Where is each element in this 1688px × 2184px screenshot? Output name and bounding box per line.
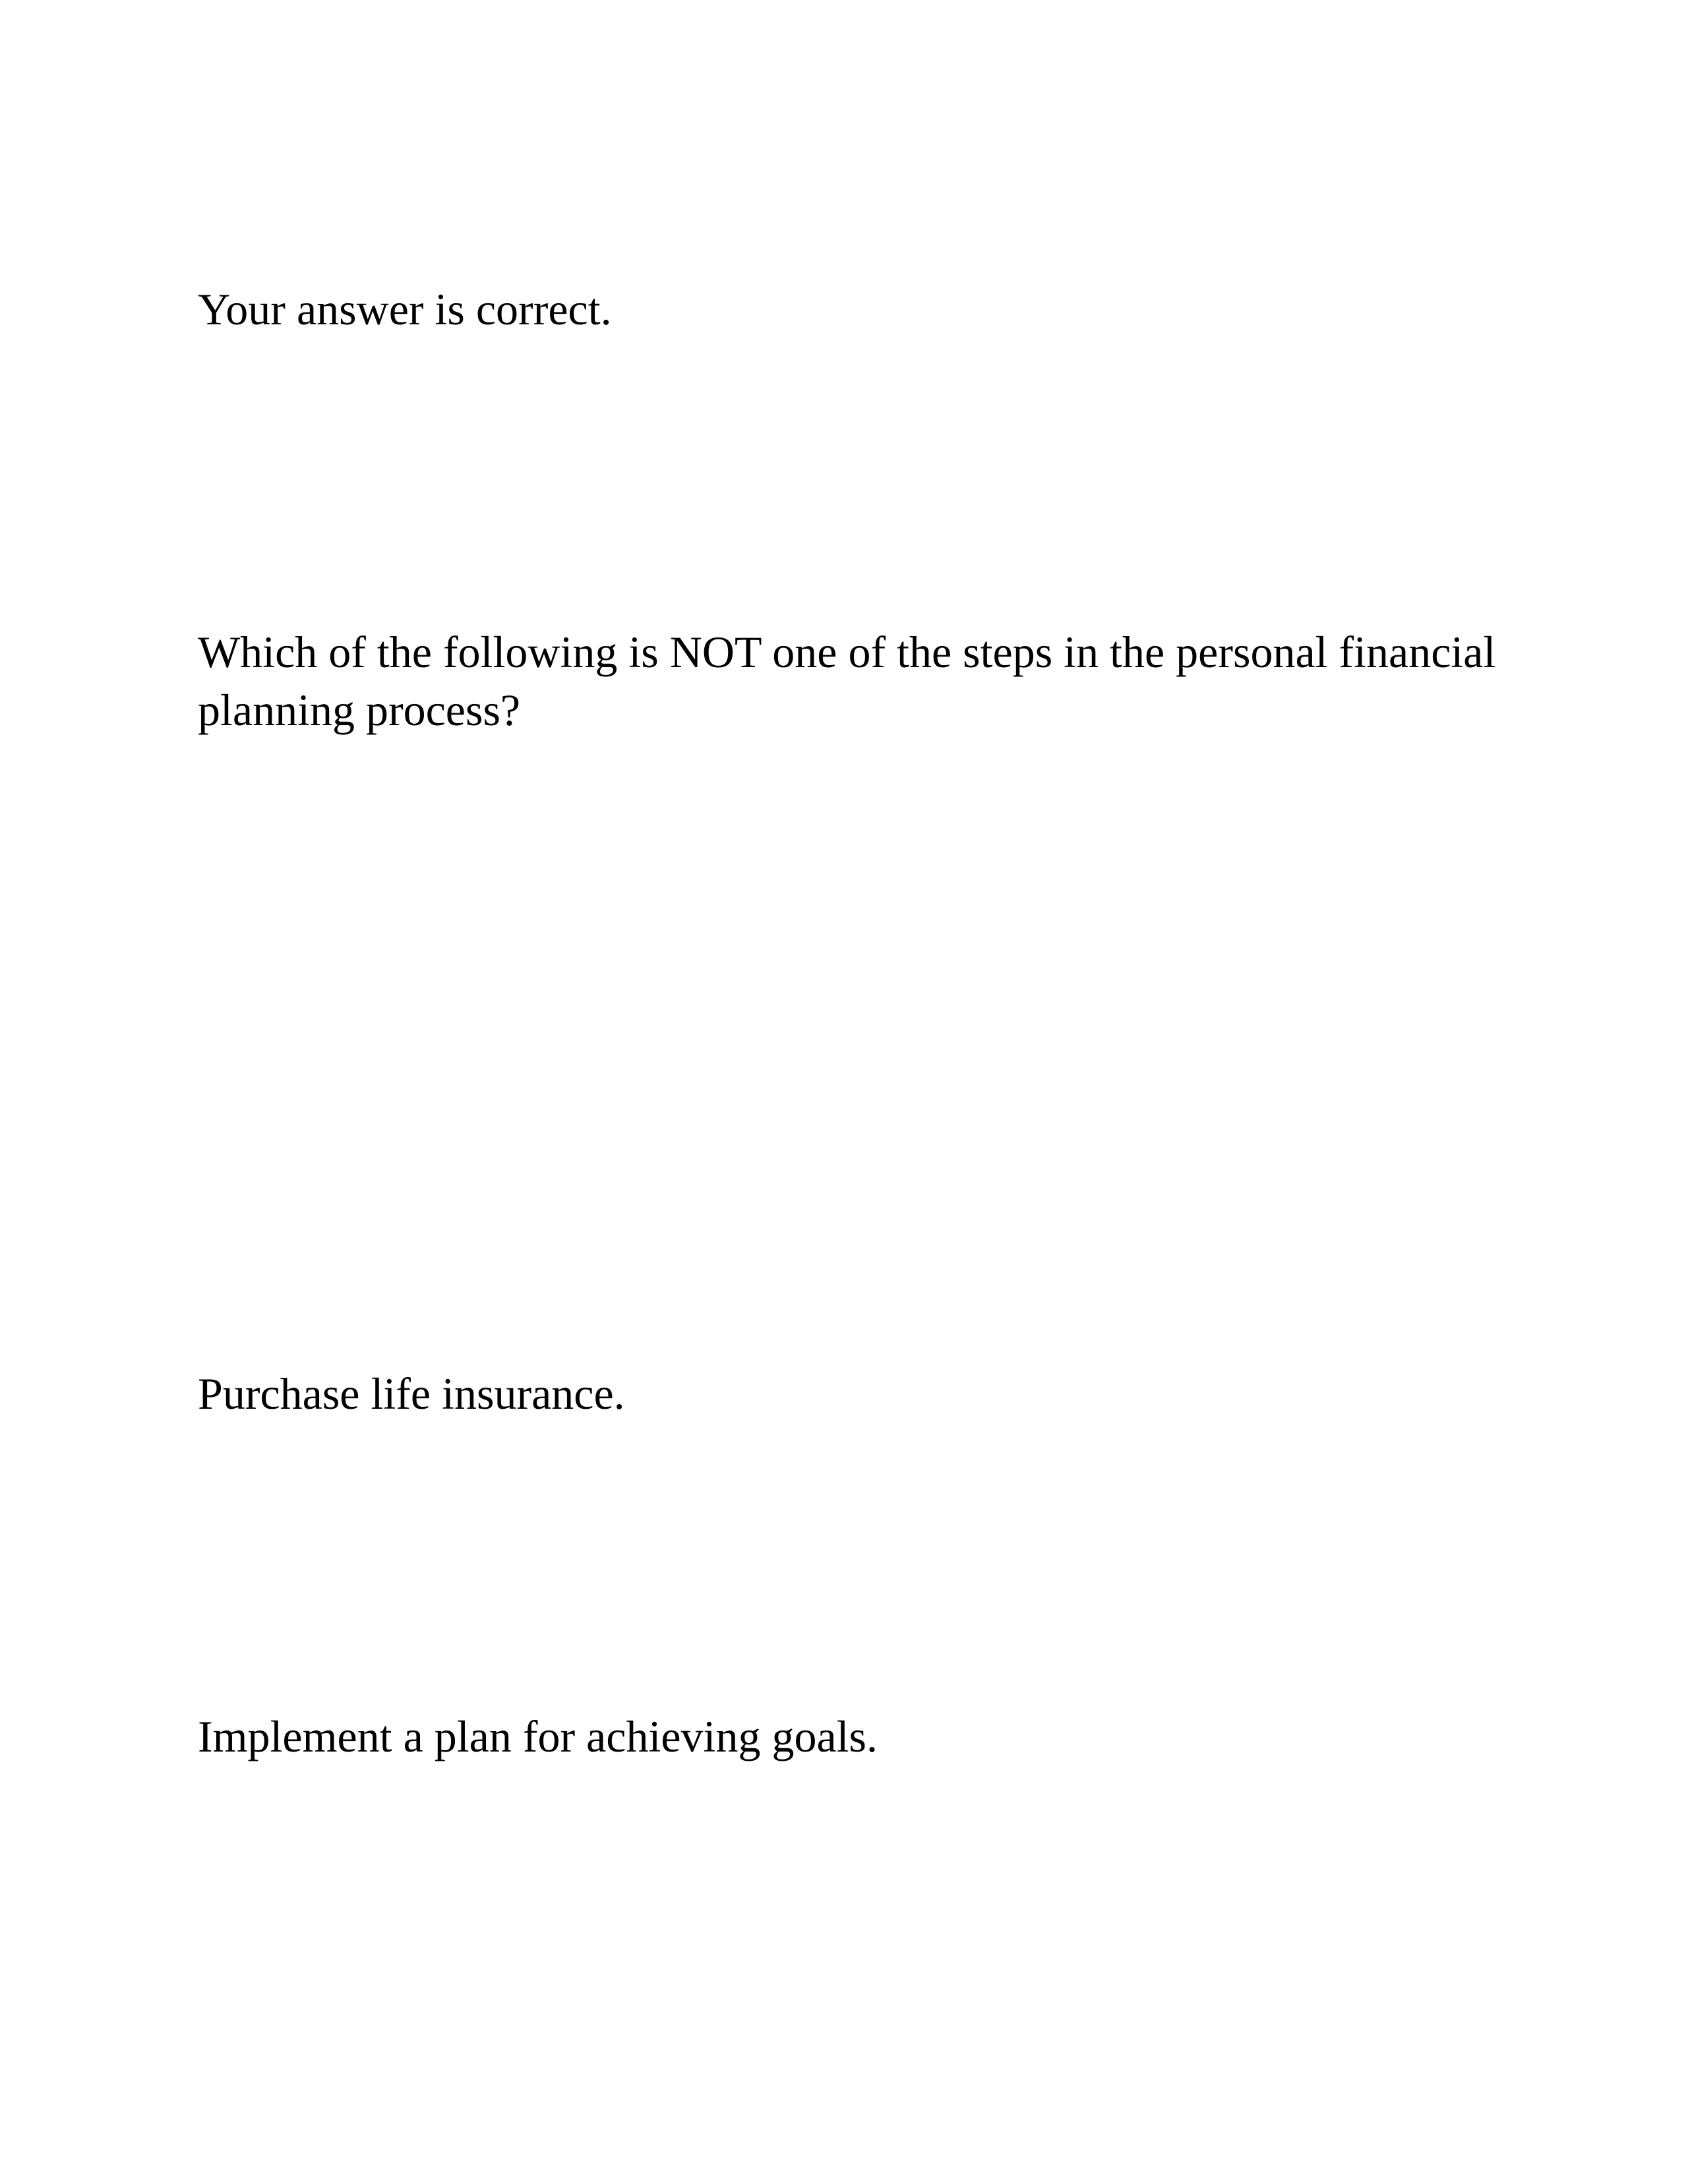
answer-option: Implement a plan for achieving goals. [198,1711,878,1761]
answer-option: Purchase life insurance. [198,1369,625,1419]
question-text: Which of the following is NOT one of the steps in the personal financial planning process? [198,627,1496,735]
answer-feedback: Your answer is correct. [198,284,612,334]
